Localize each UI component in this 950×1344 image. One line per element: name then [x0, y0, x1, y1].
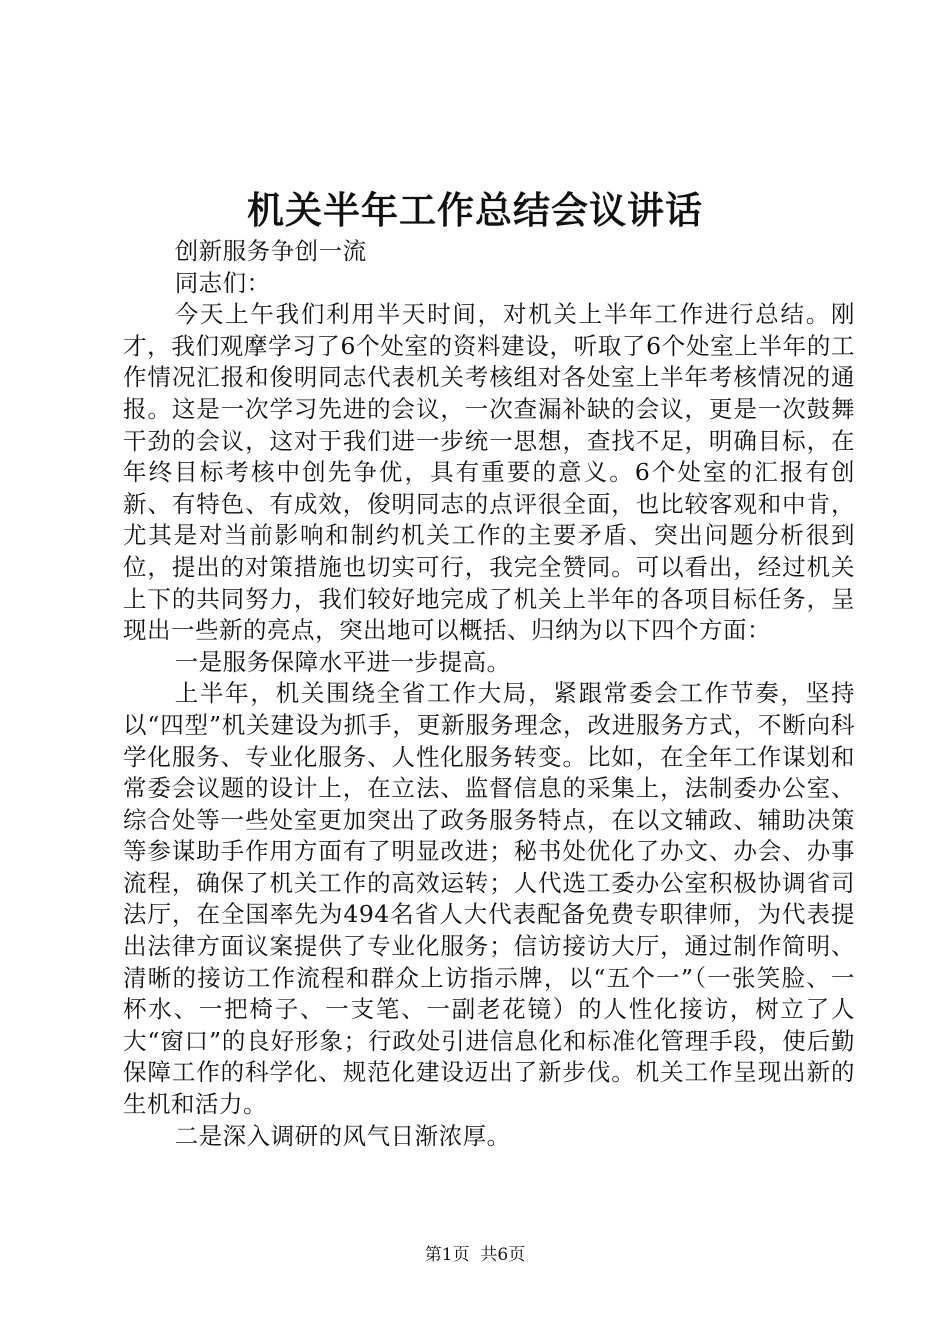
page-total: 共6页	[480, 1245, 526, 1265]
section-heading-paragraph: 一是服务保障水平进一步提高。	[174, 647, 511, 676]
section-heading-paragraph: 二是深入调研的风气日渐浓厚。	[174, 1121, 511, 1150]
page-number: 第1页	[424, 1245, 470, 1265]
page-footer	[0, 1243, 950, 1267]
subtitle-paragraph: 创新服务争创一流	[174, 237, 367, 265]
document-body	[123, 236, 855, 1152]
body-paragraph: 今天上午我们利用半天时间，对机关上半年工作进行总结。刚才，我们观摩学习了6个处室的资料建设，听取了6个处室上半年的工作情况汇报和俊明同志代表机关考核组对各处室上半年考核情况的通报。这是一次学习先进的会议，一次查漏补缺的会议，更是一次鼓舞干劲的会议，这对于我们进一步统一思想，查找不足，明确目标，在年终目标考核中创先争优，具有重要的意义。6个处室的汇报有创新、有特色、有成效，俊明同志的点评很全面，也比较客观和中肯，尤其是对当前影响和制约机关工作的主要矛盾、突出问题分析很到位，提出的对策措施也切实可行，我完全赞同。可以看出，经过机关上下的共同努力，我们较好地完成了机关上半年的各项目标任务，呈现出一些新的亮点，突出地可以概括、归纳为以下四个方面：	[123, 300, 855, 645]
document-title: 机关半年工作总结会议讲话	[247, 188, 703, 232]
body-paragraph: 上半年，机关围绕全省工作大局，紧跟常委会工作节奏，坚持以“四型”机关建设为抓手，更新服务理念，改进服务方式，不断向科学化服务、专业化服务、人性化服务转变。比如，在全年工作谋划和常委会议题的设计上，在立法、监督信息的采集上，法制委办公室、综合处等一些处室更加突出了政务服务特点，在以文辅政、辅助决策等参谋助手作用方面有了明显改进；秘书处优化了办文、办会、办事流程，确保了机关工作的高效运转；人代选工委办公室积极协调省司法厅，在全国率先为494名省人大代表配备免费专职律师，为代表提出法律方面议案提供了专业化服务；信访接访大厅，通过制作简明、清晰的接访工作流程和群众上访指示牌，以“五个一”（一张笑脸、一杯水、一把椅子、一支笔、一副老花镜）的人性化接访，树立了人大“窗口”的良好形象；行政处引进信息化和标准化管理手段，使后勤保障工作的科学化、规范化建设迈出了新步伐。机关工作呈现出新的生机和活力。	[123, 679, 855, 1119]
salutation-paragraph: 同志们：	[174, 268, 271, 297]
